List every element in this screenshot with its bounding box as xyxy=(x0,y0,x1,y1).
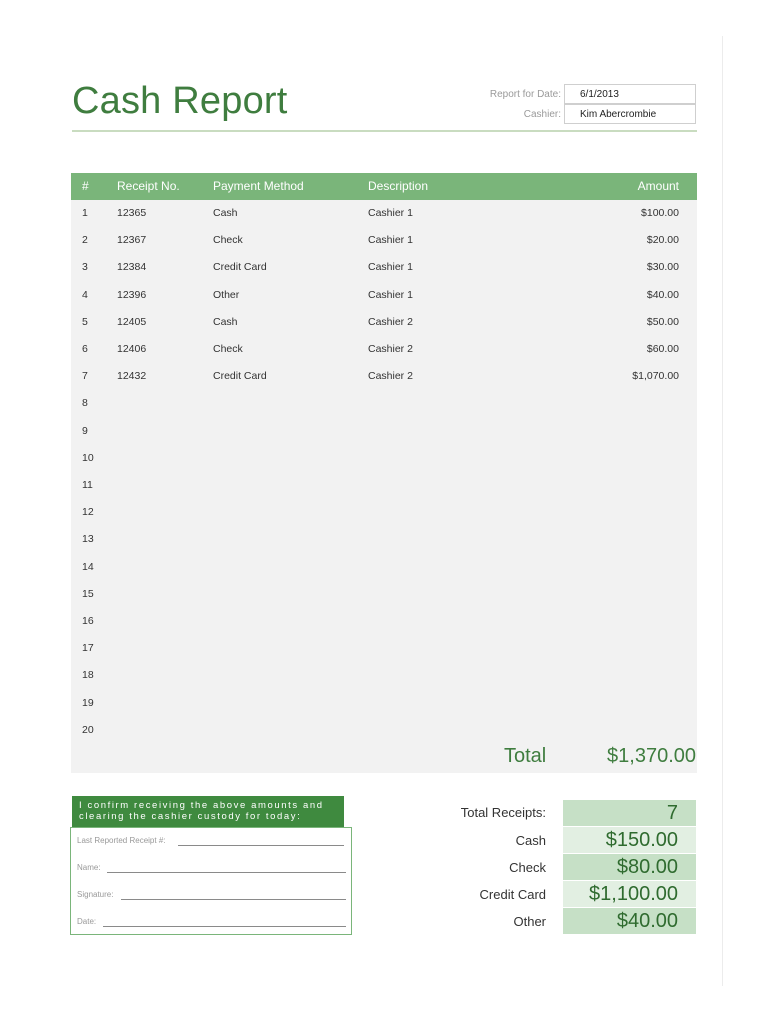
page-edge xyxy=(722,36,723,986)
cell-payment: Other xyxy=(213,288,240,301)
col-header-receipt: Receipt No. xyxy=(117,179,180,193)
total-value: $1,370.00 xyxy=(607,745,696,767)
table-row[interactable] xyxy=(71,581,697,608)
cell-num: 14 xyxy=(82,560,94,573)
check-value: $80.00 xyxy=(563,854,696,880)
cell-num: 11 xyxy=(82,479,93,491)
table-row[interactable] xyxy=(71,363,697,390)
date-label: Date: xyxy=(77,917,97,926)
table-row[interactable] xyxy=(71,554,697,581)
check-label: Check xyxy=(509,860,546,875)
cash-value: $150.00 xyxy=(563,827,696,853)
cell-payment: Cash xyxy=(213,207,238,219)
cell-receipt: 12432 xyxy=(117,370,147,383)
cell-description: Cashier 1 xyxy=(368,234,413,247)
cell-amount: $100.00 xyxy=(641,207,679,219)
cell-description: Cashier 1 xyxy=(368,288,413,301)
receipts-table xyxy=(71,173,697,773)
last-receipt-line[interactable] xyxy=(178,845,344,846)
cell-num: 17 xyxy=(82,642,94,655)
cell-num: 9 xyxy=(82,424,88,437)
cell-num: 8 xyxy=(82,397,88,410)
cell-payment: Cash xyxy=(213,315,238,328)
cell-receipt: 12384 xyxy=(117,261,147,274)
cell-amount: $60.00 xyxy=(646,343,679,355)
cell-num: 12 xyxy=(82,506,94,519)
total-receipts-label: Total Receipts: xyxy=(460,805,546,820)
total-label: Total xyxy=(504,745,547,767)
cell-receipt: 12367 xyxy=(117,234,147,247)
table-row[interactable] xyxy=(71,717,697,744)
title-divider xyxy=(72,130,697,132)
cell-num: 18 xyxy=(82,669,94,682)
credit-card-value: $1,100.00 xyxy=(563,881,696,907)
total-receipts-value: 7 xyxy=(563,800,696,826)
report-date-label: Report for Date: xyxy=(489,89,561,100)
cell-num: 5 xyxy=(82,315,88,328)
cell-receipt: 12406 xyxy=(117,343,147,355)
table-row[interactable] xyxy=(71,418,697,445)
cell-payment: Credit Card xyxy=(213,370,267,383)
cell-num: 7 xyxy=(82,370,88,383)
cell-description: Cashier 1 xyxy=(368,261,413,274)
other-label: Other xyxy=(513,914,546,929)
cell-receipt: 12365 xyxy=(117,207,147,219)
name-label: Name: xyxy=(77,863,101,872)
table-row[interactable] xyxy=(71,390,697,417)
table-row[interactable] xyxy=(71,499,697,526)
table-row[interactable] xyxy=(71,690,697,717)
name-line[interactable] xyxy=(107,872,346,873)
cell-num: 1 xyxy=(82,207,88,219)
table-row[interactable] xyxy=(71,445,697,472)
table-row[interactable] xyxy=(71,608,697,635)
col-header-num: # xyxy=(82,179,89,193)
signature-line[interactable] xyxy=(121,899,346,900)
cell-num: 13 xyxy=(82,533,94,546)
cell-amount: $30.00 xyxy=(646,261,679,274)
cell-num: 2 xyxy=(82,234,88,247)
signature-label: Signature: xyxy=(77,890,114,899)
cell-receipt: 12405 xyxy=(117,315,147,328)
confirmation-heading: I confirm receiving the above amounts and clearing the cashier custody for today: xyxy=(72,796,344,827)
table-row[interactable] xyxy=(71,336,697,363)
other-value: $40.00 xyxy=(563,908,696,934)
col-header-description: Description xyxy=(368,179,429,193)
report-date-field[interactable]: 6/1/2013 xyxy=(564,84,696,104)
col-header-payment: Payment Method xyxy=(213,179,304,193)
cell-num: 10 xyxy=(82,451,94,464)
table-row[interactable] xyxy=(71,662,697,689)
cell-description: Cashier 2 xyxy=(368,370,413,383)
cell-amount: $20.00 xyxy=(646,234,679,247)
page-title: Cash Report xyxy=(72,80,288,122)
cell-payment: Check xyxy=(213,343,243,355)
table-header xyxy=(71,173,697,200)
cell-description: Cashier 2 xyxy=(368,315,413,328)
table-row[interactable] xyxy=(71,227,697,254)
cell-amount: $50.00 xyxy=(646,315,679,328)
cell-num: 19 xyxy=(82,696,94,709)
table-row[interactable] xyxy=(71,309,697,336)
table-row[interactable] xyxy=(71,472,697,499)
cell-num: 6 xyxy=(82,343,88,355)
table-row[interactable] xyxy=(71,200,697,227)
cell-payment: Check xyxy=(213,234,243,247)
cell-num: 20 xyxy=(82,723,94,736)
table-row[interactable] xyxy=(71,282,697,309)
cell-amount: $40.00 xyxy=(646,288,679,301)
cashier-label: Cashier: xyxy=(523,109,561,120)
cell-amount: $1,070.00 xyxy=(632,370,679,383)
date-line[interactable] xyxy=(103,926,346,927)
cashier-field[interactable]: Kim Abercrombie xyxy=(564,104,696,124)
cell-receipt: 12396 xyxy=(117,288,147,301)
cell-description: Cashier 1 xyxy=(368,207,413,219)
cell-payment: Credit Card xyxy=(213,261,267,274)
cell-description: Cashier 2 xyxy=(368,343,413,355)
cell-num: 16 xyxy=(82,615,94,627)
table-row[interactable] xyxy=(71,526,697,553)
cash-label: Cash xyxy=(515,833,546,848)
credit-card-label: Credit Card xyxy=(479,887,546,902)
cell-num: 4 xyxy=(82,288,88,301)
cell-num: 15 xyxy=(82,587,94,600)
table-row[interactable] xyxy=(71,254,697,281)
col-header-amount: Amount xyxy=(637,179,679,193)
last-receipt-label: Last Reported Receipt #: xyxy=(77,836,166,845)
cell-num: 3 xyxy=(82,261,88,274)
table-row[interactable] xyxy=(71,635,697,662)
